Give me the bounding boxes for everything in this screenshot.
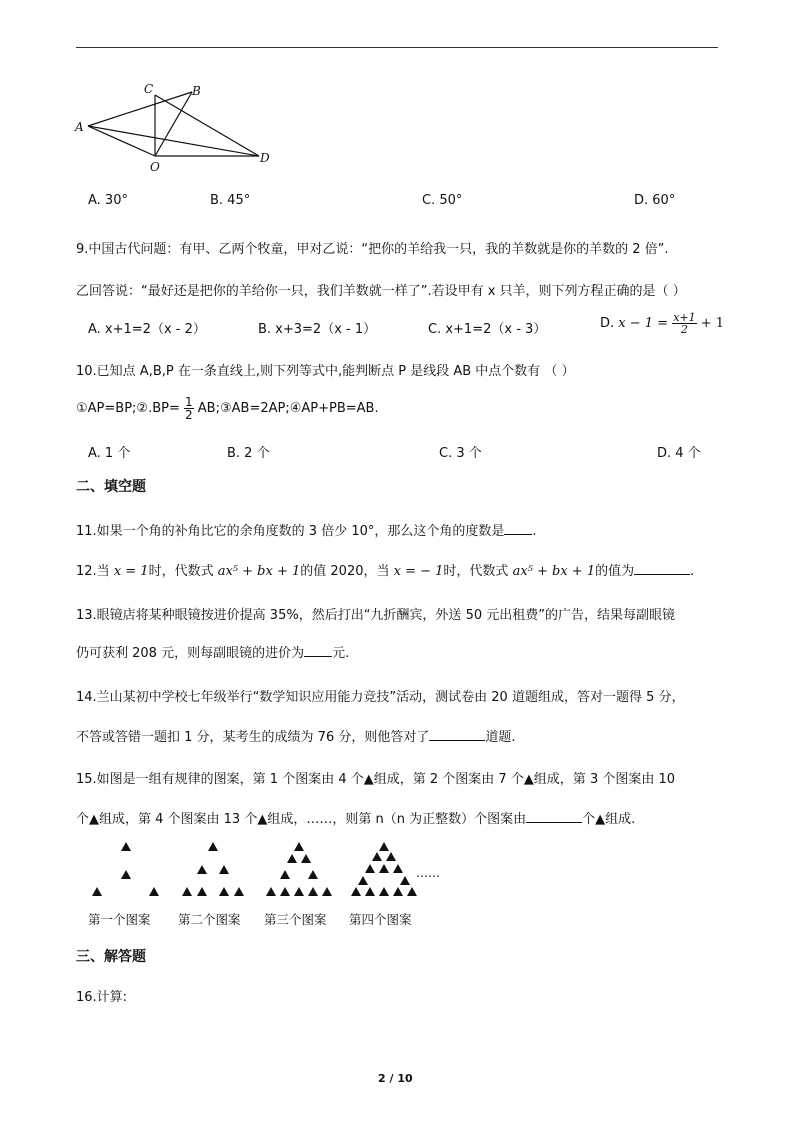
page-number: 2 / 10 (378, 1072, 413, 1085)
pattern-3 (266, 842, 332, 896)
segment-ao (88, 126, 155, 156)
q12-x-eq-neg1: x = − 1 (393, 564, 444, 579)
q9-option-c: C. x+1=2（x - 3） (428, 322, 547, 337)
q12-part-c: 的值 2020，当 (300, 564, 394, 579)
q12-answer-blank[interactable] (634, 562, 690, 575)
q8-option-d: D. 60° (634, 193, 676, 208)
q15-answer-blank[interactable] (526, 810, 582, 823)
q14-line1: 14.兰山某初中学校七年级举行“数学知识应用能力竞技”活动，测试卷由 20 道题组成，答对一题得 5 分， (76, 690, 685, 705)
q14-line2 (76, 726, 515, 745)
triangle-icon (121, 842, 131, 851)
triangle-icon (266, 887, 276, 896)
q9-line2: 乙回答说：“最好还是把你的羊给你一只，我们羊数就一样了”.若设甲有 x 只羊，则下列方程正确的是（ ） (76, 284, 686, 299)
label-o: O (150, 160, 160, 174)
q9-option-d-denominator: 2 (680, 323, 688, 336)
q11 (76, 520, 537, 539)
triangle-icon (308, 887, 318, 896)
q14-answer-blank[interactable] (429, 728, 485, 741)
q15-line2-text: 个▲组成，第 4 个图案由 13 个▲组成，……，则第 n（n 为正整数）个图案由 (76, 812, 527, 827)
header-rule (76, 47, 718, 48)
q9-option-a: A. x+1=2（x - 2） (88, 322, 206, 337)
q9-option-d-lhs: x − 1 = (618, 316, 669, 331)
pattern-label-1: 第一个图案 (88, 912, 151, 927)
triangle-icon (351, 887, 361, 896)
geometry-figure (74, 82, 274, 174)
triangle-icon (197, 865, 207, 874)
triangle-icon (393, 887, 403, 896)
q11-answer-blank[interactable] (504, 522, 532, 535)
label-c: C (144, 82, 154, 96)
q12-part-d: 时，代数式 (443, 564, 513, 579)
q9-option-b: B. x+3=2（x - 1） (258, 322, 377, 337)
label-b: B (192, 84, 201, 98)
q9-option-d-fraction (672, 312, 696, 335)
q13-line2-text: 仍可获利 208 元，则每副眼镜的进价为 (76, 646, 305, 661)
triangle-icon (234, 887, 244, 896)
segment-ab (88, 92, 192, 126)
q10-numerator: 1 (185, 395, 193, 409)
q9-option-d-rhs: + 1 (700, 316, 725, 331)
triangle-icon (400, 876, 410, 885)
triangle-icon (308, 870, 318, 879)
pattern-label-3: 第三个图案 (264, 912, 327, 927)
pattern-4 (351, 842, 417, 896)
section-heading-fill-in: 二、填空题 (76, 479, 146, 495)
q10-line2-end: AB;③AB=2AP;④AP+PB=AB. (197, 401, 379, 416)
q15-line1: 15.如图是一组有规律的图案，第 1 个图案由 4 个▲组成，第 2 个图案由 7 个▲组成，第 3 个图案由 10 (76, 772, 676, 787)
pattern-1 (92, 842, 159, 896)
q12-expression-1: ax⁵ + bx + 1 (217, 564, 301, 579)
q12-x-eq-1: x = 1 (113, 564, 149, 579)
q16: 16.计算: (76, 990, 128, 1005)
q8-option-b: B. 45° (210, 193, 251, 208)
q15-line2 (76, 808, 635, 827)
triangle-icon (92, 887, 102, 896)
q12-part-e: 的值为 (595, 564, 635, 579)
triangle-icon (379, 887, 389, 896)
pattern-label-4: 第四个图案 (349, 912, 412, 927)
q10-option-a: A. 1 个 (88, 446, 131, 461)
triangle-icon (407, 887, 417, 896)
q9-option-d-numerator: x+1 (673, 311, 696, 324)
triangle-icon (280, 870, 290, 879)
triangle-icon (365, 887, 375, 896)
q14-end: 道题. (485, 730, 516, 745)
triangle-icon (219, 865, 229, 874)
q9-option-d (600, 312, 724, 335)
pattern-ellipsis: …… (416, 866, 440, 880)
triangle-icon (365, 864, 375, 873)
triangle-icon (393, 864, 403, 873)
q10-line2-start: ①AP=BP;②.BP= (76, 401, 180, 416)
q12-part-b: 时，代数式 (148, 564, 218, 579)
triangle-icon (294, 887, 304, 896)
q10-line2 (76, 396, 379, 421)
triangle-icon (379, 864, 389, 873)
pattern-2 (182, 842, 244, 896)
q13-answer-blank[interactable] (304, 644, 332, 657)
section-heading-solve: 三、解答题 (76, 949, 146, 965)
q14-line2-text: 不答或答错一题扣 1 分，某考生的成绩为 76 分，则他答对了 (76, 730, 430, 745)
label-a: A (75, 120, 84, 134)
q10-fraction (184, 396, 194, 421)
triangle-icon (386, 852, 396, 861)
q10-denominator: 2 (185, 408, 193, 422)
q9-option-d-prefix: D. (600, 316, 619, 331)
triangle-icon (372, 852, 382, 861)
segment-ob (155, 92, 192, 156)
triangle-icon (197, 887, 207, 896)
q11-text: 11.如果一个角的补角比它的余角度数的 3 倍少 10°，那么这个角的度数是 (76, 524, 505, 539)
triangle-icon (358, 876, 368, 885)
q8-option-c: C. 50° (422, 193, 463, 208)
triangle-icon (322, 887, 332, 896)
triangle-icon (208, 842, 218, 851)
q12-part-a: 12.当 (76, 564, 114, 579)
q10-option-c: C. 3 个 (439, 446, 482, 461)
q11-end: . (532, 524, 537, 539)
triangle-icon (287, 854, 297, 863)
q10-option-b: B. 2 个 (227, 446, 270, 461)
q12 (76, 560, 694, 579)
triangle-icon (219, 887, 229, 896)
triangle-icon (294, 842, 304, 851)
q10-option-d: D. 4 个 (657, 446, 701, 461)
triangle-icon (280, 887, 290, 896)
q12-expression-2: ax⁵ + bx + 1 (512, 564, 596, 579)
triangle-icon (301, 854, 311, 863)
q13-line1: 13.眼镜店将某种眼镜按进价提高 35%，然后打出“九折酬宾，外送 50 元出租费”的广告，结果每副眼镜 (76, 608, 675, 623)
q9-line1: 9.中国古代问题：有甲、乙两个牧童，甲对乙说：“把你的羊给我一只，我的羊数就是你的羊数的 2 倍”. (76, 242, 669, 257)
q8-option-a: A. 30° (88, 193, 128, 208)
q15-end: 个▲组成. (582, 812, 636, 827)
pattern-label-2: 第二个图案 (178, 912, 241, 927)
triangle-icon (149, 887, 159, 896)
q12-end: . (690, 564, 695, 579)
q13-end: 元. (332, 646, 350, 661)
q10-line1: 10.已知点 A,B,P 在一条直线上,则下列等式中,能判断点 P 是线段 AB 中点个数有 （ ） (76, 364, 575, 379)
triangle-icon (121, 870, 131, 879)
triangle-icon (182, 887, 192, 896)
triangle-icon (379, 842, 389, 851)
label-d: D (260, 151, 270, 165)
triangle-pattern-figure (76, 835, 468, 930)
q13-line2 (76, 642, 349, 661)
